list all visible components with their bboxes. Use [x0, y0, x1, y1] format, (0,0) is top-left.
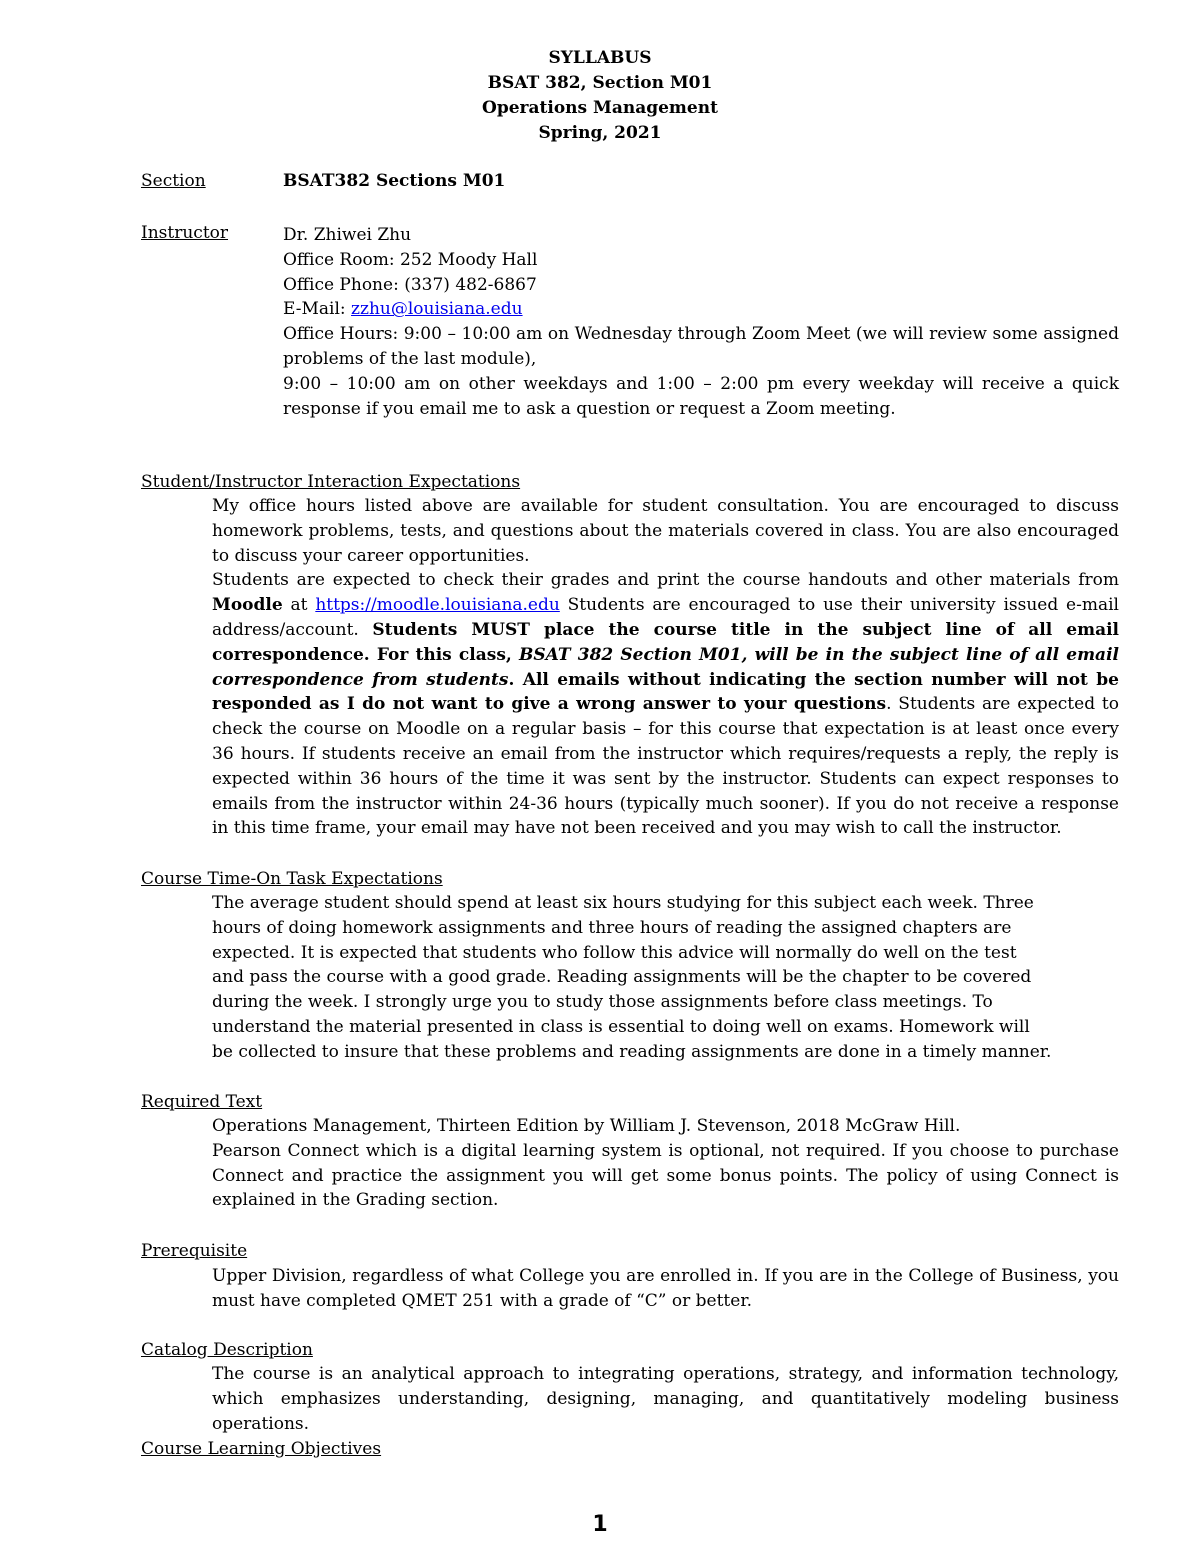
email-line: [283, 297, 1119, 322]
objectives-title: Course Learning Objectives: [141, 1439, 382, 1459]
time-on-task-line: be collected to insure that these problems and reading assignments are done in a timely manner.: [212, 1041, 1052, 1062]
required-text-title: Required Text: [141, 1092, 263, 1112]
other-hours: 9:00 – 10:00 am on other weekdays and 1:00 – 2:00 pm every weekday will receive a quick response if you email me to ask a question or request a Zoom meeting.: [283, 373, 1119, 419]
interaction-text: Students are encouraged to use their university issued e-mail address/account.: [212, 595, 1119, 640]
time-on-task-line: during the week. I strongly urge you to study those assignments before class meetings. To: [212, 992, 993, 1013]
office-phone: Office Phone: (337) 482-6867: [283, 274, 537, 295]
instructor-name: Dr. Zhiwei Zhu: [283, 225, 412, 245]
email-requirement-text: Students MUST place the course title in the subject line of all email correspondence. For this class,: [212, 619, 1119, 665]
interaction-paragraph-2: [212, 568, 1119, 841]
email-link[interactable]: zzhu@louisiana.edu: [351, 299, 523, 320]
header-term: Spring, 2021: [538, 123, 662, 143]
header-title: SYLLABUS: [548, 48, 652, 68]
interaction-body: [212, 494, 1119, 841]
catalog-title: Catalog Description: [141, 1340, 313, 1360]
catalog-body: The course is an analytical approach to integrating operations, strategy, and information technology, which emphasizes understanding, designing, managing, and quantitatively modeling business operations.: [212, 1364, 1119, 1434]
office-room: Office Room: 252 Moody Hall: [283, 249, 538, 270]
instructor-info: [283, 223, 1119, 421]
email-warning-text: . All emails without indicating the section number will not be responded as I do not want to give a wrong answer to your questions: [212, 669, 1119, 715]
moodle-link[interactable]: https://moodle.louisiana.edu: [315, 595, 560, 616]
email-prefix: E-Mail:: [283, 299, 352, 320]
interaction-text: . Students are expected to check the course on Moodle on a regular basis – for this course that expectation is at least once every 36 hours. If students receive an email from the instructor which requires/requests a reply, the reply is expected within 36 hours of the time it was sent by the instructor. Students can expect responses to emails from the instructor within 24-36 hours (typically much sooner). If you do not receive a response in this time frame, your email may have not been received and you may wish to call the instructor.: [212, 694, 1119, 839]
time-on-task-line: hours of doing homework assignments and three hours of reading the assigned chapters are: [212, 917, 1012, 938]
time-on-task-line: expected. It is expected that students who follow this advice will normally do well on the test: [212, 942, 1017, 963]
interaction-paragraph-1: My office hours listed above are available for student consultation. You are encouraged to discuss homework problems, tests, and questions about the materials covered in class. You are also encouraged to discuss your career opportunities.: [212, 496, 1119, 566]
time-on-task-title: Course Time-On Task Expectations: [141, 869, 443, 889]
interaction-text: Students are expected to check their grades and print the course handouts and other materials from: [212, 570, 1119, 591]
header-course: BSAT 382, Section M01: [487, 73, 713, 93]
section-label: Section: [141, 171, 206, 191]
document-header: [0, 46, 1200, 146]
time-on-task-body: [212, 891, 1119, 1065]
required-text-body: [212, 1114, 1119, 1213]
prerequisite-title: Prerequisite: [141, 1241, 248, 1261]
time-on-task-line: and pass the course with a good grade. Reading assignments will be the chapter to be covered: [212, 967, 1032, 988]
required-text-connect: Pearson Connect which is a digital learning system is optional, not required. If you choose to purchase Connect and practice the assignment you will get some bonus points. The policy of using Connect is explained in the Grading section.: [212, 1140, 1119, 1211]
subject-line-text: BSAT 382 Section M01, will be in the subject line of all email correspondence from students: [212, 644, 1119, 690]
section-value: BSAT382 Sections M01: [283, 171, 506, 191]
moodle-label: Moodle: [212, 595, 283, 616]
page-number: 1: [592, 1512, 608, 1537]
header-course-name: Operations Management: [482, 98, 718, 118]
interaction-title: Student/Instructor Interaction Expectations: [141, 472, 521, 492]
time-on-task-line: understand the material presented in class is essential to doing well on exams. Homework will: [212, 1016, 1030, 1037]
required-text-book: Operations Management, Thirteen Edition by William J. Stevenson, 2018 McGraw Hill.: [212, 1116, 961, 1136]
office-hours: Office Hours: 9:00 – 10:00 am on Wednesday through Zoom Meet (we will review some assigned problems of the last module),: [283, 324, 1119, 369]
instructor-label: Instructor: [141, 223, 229, 243]
prerequisite-body: Upper Division, regardless of what College you are enrolled in. If you are in the College of Business, you must have completed QMET 251 with a grade of “C” or better.: [212, 1266, 1119, 1311]
interaction-text: at: [282, 595, 316, 616]
time-on-task-line: The average student should spend at least six hours studying for this subject each week. Three: [212, 893, 1034, 913]
